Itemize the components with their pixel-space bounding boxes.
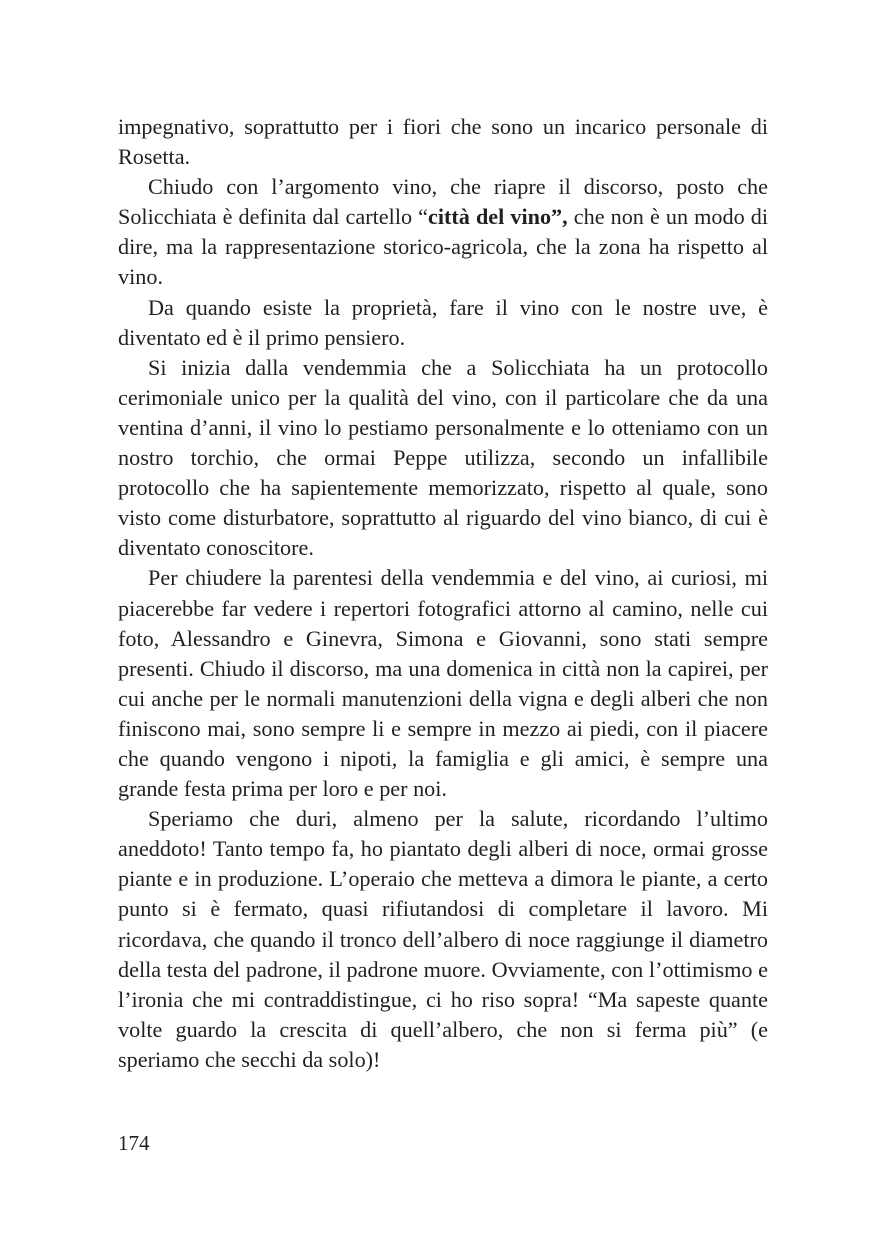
- paragraph-2-bold-phrase: città del vino”,: [428, 204, 568, 230]
- paragraph-6-text: Speriamo che duri, almeno per la salute, ricordando l’ultimo aneddoto! Tanto tempo fa, ho piantato degli alberi di noce, ormai grosse piante e in produzione. L’operaio che metteva a dimora le piante, a certo punto si è fermato, quasi rifiutandosi di completare il lavoro. Mi ricordava, che quando il tronco dell’albero di noce raggiunge il diametro della testa del padrone, il padrone muore. Ovviamente, con l’ottimismo e l’ironia che mi contraddistingue, ci ho riso sopra! “Ma sapeste quante volte guardo la crescita di quell’albero, che non si ferma più” (e speriamo che secchi da solo)!: [118, 806, 768, 1072]
- paragraph-5-text: Per chiudere la parentesi della vendemmia e del vino, ai curiosi, mi piacerebbe far vedere i repertori fotografici attorno al camino, nelle cui foto, Alessandro e Ginevra, Simona e Giovanni, sono stati sempre presenti. Chiudo il discorso, ma una domenica in città non la capirei, per cui anche per le normali manutenzioni della vigna e degli alberi che non finiscono mai, sono sempre li e sempre in mezzo ai piedi, con il piacere che quando vengono i nipoti, la famiglia e gli amici, è sempre una grande festa prima per loro e per noi.: [118, 565, 768, 802]
- paragraph-6: [118, 804, 768, 1075]
- paragraph-2: [118, 172, 768, 292]
- paragraph-2-text-a: Chiudo con l’argomento vino, che riapre il discorso, posto che Solicchiata è definita dal cartello “: [118, 174, 768, 230]
- paragraph-3-text: Da quando esiste la proprietà, fare il vino con le nostre uve, è diventato ed è il primo pensiero.: [118, 294, 768, 350]
- page-number: 174: [118, 1131, 150, 1155]
- paragraph-2-text-b: che non è un modo di dire, ma la rappresentazione storico-agricola, che la zona ha rispetto al vino.: [118, 204, 768, 290]
- paragraph-4: [118, 353, 768, 564]
- paragraph-3: [118, 293, 768, 353]
- paragraph-1-text: impegnativo, soprattutto per i fiori che sono un incarico personale di Rosetta.: [118, 114, 768, 170]
- paragraph-5: [118, 563, 768, 804]
- paragraph-1: [118, 112, 768, 172]
- body-text: [118, 112, 768, 1075]
- paragraph-4-text: Si inizia dalla vendemmia che a Solicchiata ha un protocollo cerimoniale unico per la qualità del vino, con il particolare che da una ventina d’anni, il vino lo pestiamo personalmente e lo otteniamo con un nostro torchio, che ormai Peppe utilizza, secondo un infallibile protocollo che ha sapientemente memorizzato, rispetto al quale, sono visto come disturbatore, soprattutto al riguardo del vino bianco, di cui è diventato conoscitore.: [118, 354, 768, 561]
